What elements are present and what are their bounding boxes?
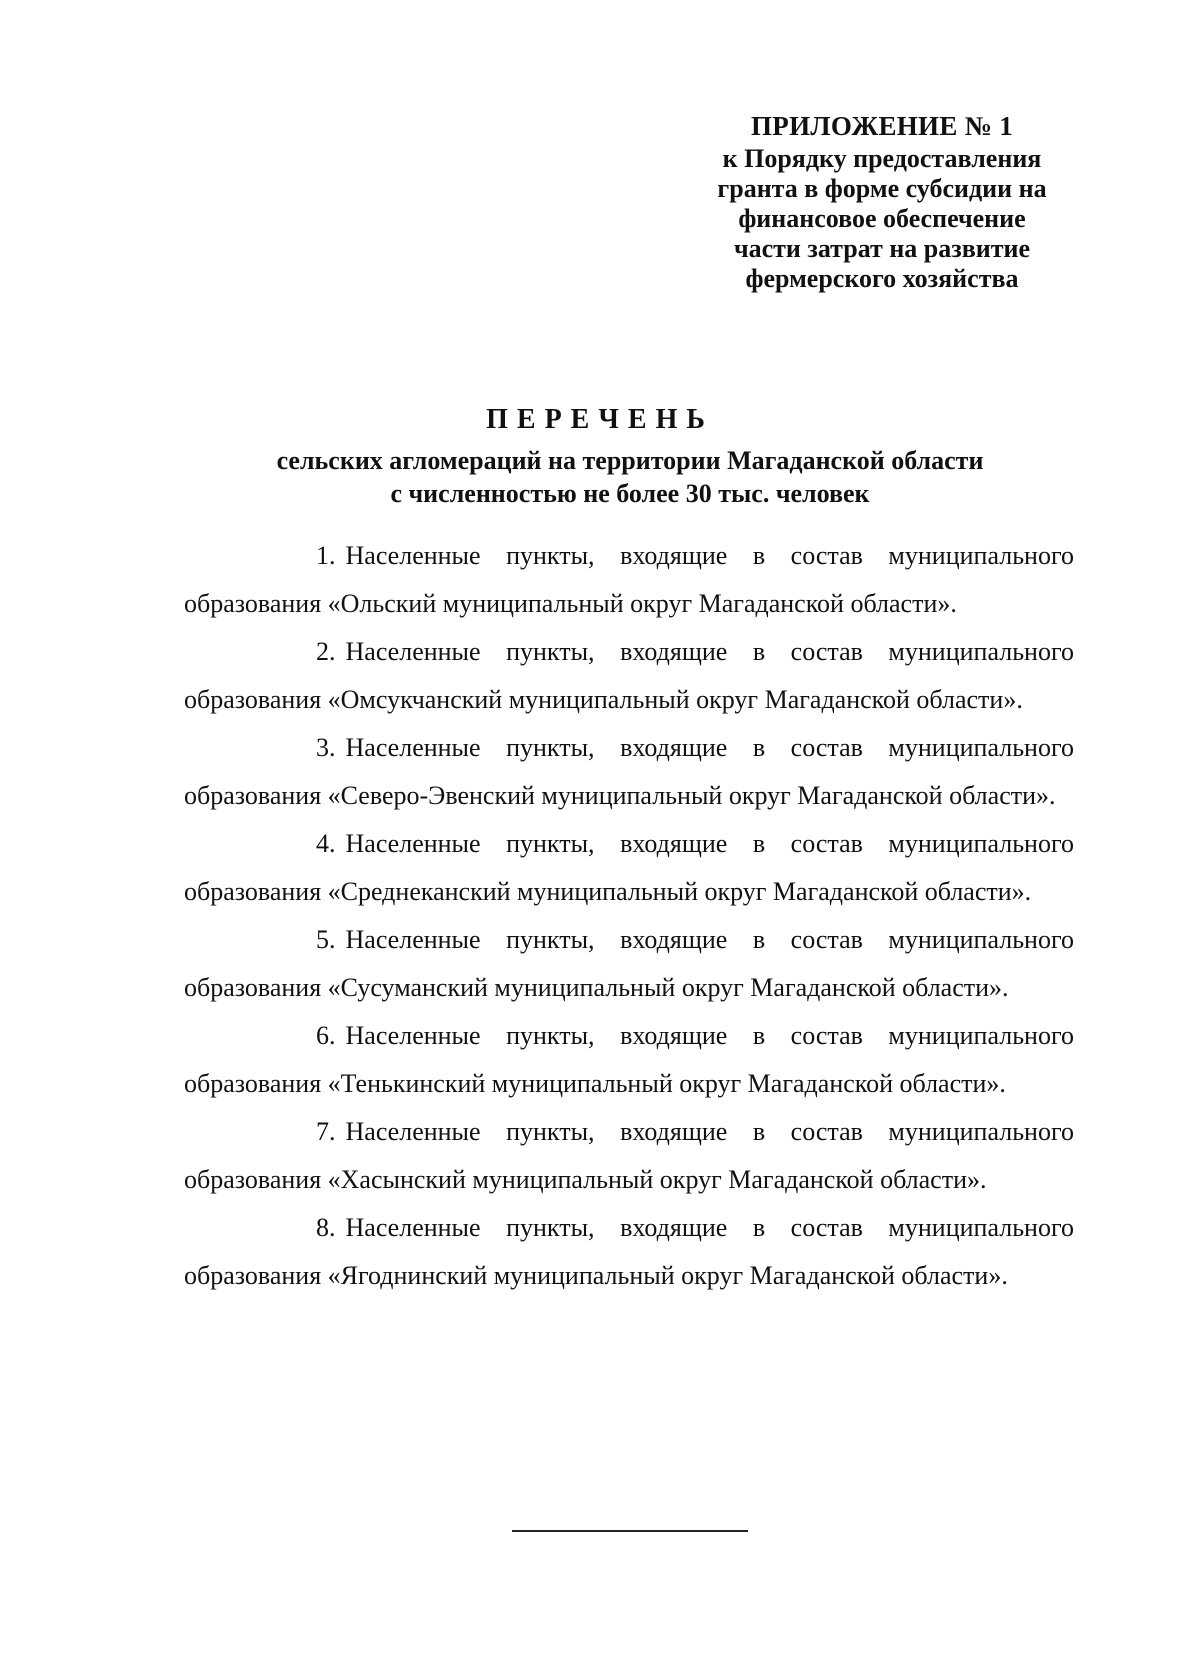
subtitle-line: с численностью не более 30 тыс. человек: [390, 479, 870, 508]
item-number: 5.: [316, 925, 336, 954]
item-text: Населенные пункты, входящие в состав муниципального образования «Среднеканский муниципальный округ Магаданской области».: [184, 829, 1074, 906]
end-divider: [512, 1530, 748, 1532]
annex-line: части затрат на развитие: [733, 234, 1031, 263]
list-item: [184, 628, 1074, 724]
list-subtitle: [180, 444, 1080, 510]
list-title: ПЕРЕЧЕНЬ: [486, 404, 714, 435]
item-text: Населенные пункты, входящие в состав муниципального образования «Северо-Эвенский муниципальный округ Магаданской области».: [184, 733, 1074, 810]
settlement-list: [184, 532, 1074, 1300]
list-item: [184, 1108, 1074, 1204]
item-text: Населенные пункты, входящие в состав муниципального образования «Хасынский муниципальный округ Магаданской области».: [184, 1117, 1074, 1194]
annex-line: к Порядку предоставления: [722, 144, 1042, 173]
list-item: [184, 1012, 1074, 1108]
item-text: Населенные пункты, входящие в состав муниципального образования «Сусуманский муниципальный округ Магаданской области».: [184, 925, 1074, 1002]
item-text: Населенные пункты, входящие в состав муниципального образования «Тенькинский муниципальный округ Магаданской области».: [184, 1021, 1074, 1098]
list-item: [184, 916, 1074, 1012]
list-item: [184, 724, 1074, 820]
list-item: [184, 820, 1074, 916]
item-number: 7.: [316, 1117, 336, 1146]
list-item: [184, 1204, 1074, 1300]
item-text: Населенные пункты, входящие в состав муниципального образования «Ягоднинский муниципальный округ Магаданской области».: [184, 1213, 1074, 1290]
annex-line: гранта в форме субсидии на: [717, 174, 1047, 203]
annex-line: финансовое обеспечение: [738, 204, 1026, 233]
item-number: 6.: [316, 1021, 336, 1050]
item-text: Населенные пункты, входящие в состав муниципального образования «Ольский муниципальный округ Магаданской области».: [184, 541, 1074, 618]
item-number: 8.: [316, 1213, 336, 1242]
subtitle-line: сельских агломераций на территории Магаданской области: [276, 446, 984, 475]
item-number: 2.: [316, 637, 336, 666]
item-number: 1.: [316, 541, 336, 570]
item-number: 3.: [316, 733, 336, 762]
list-item: [184, 532, 1074, 628]
annex-title: ПРИЛОЖЕНИЕ № 1: [751, 111, 1013, 141]
annex-line: фермерского хозяйства: [745, 264, 1019, 293]
item-text: Населенные пункты, входящие в состав муниципального образования «Омсукчанский муниципальный округ Магаданской области».: [184, 637, 1074, 714]
annex-header: [684, 108, 1080, 294]
item-number: 4.: [316, 829, 336, 858]
